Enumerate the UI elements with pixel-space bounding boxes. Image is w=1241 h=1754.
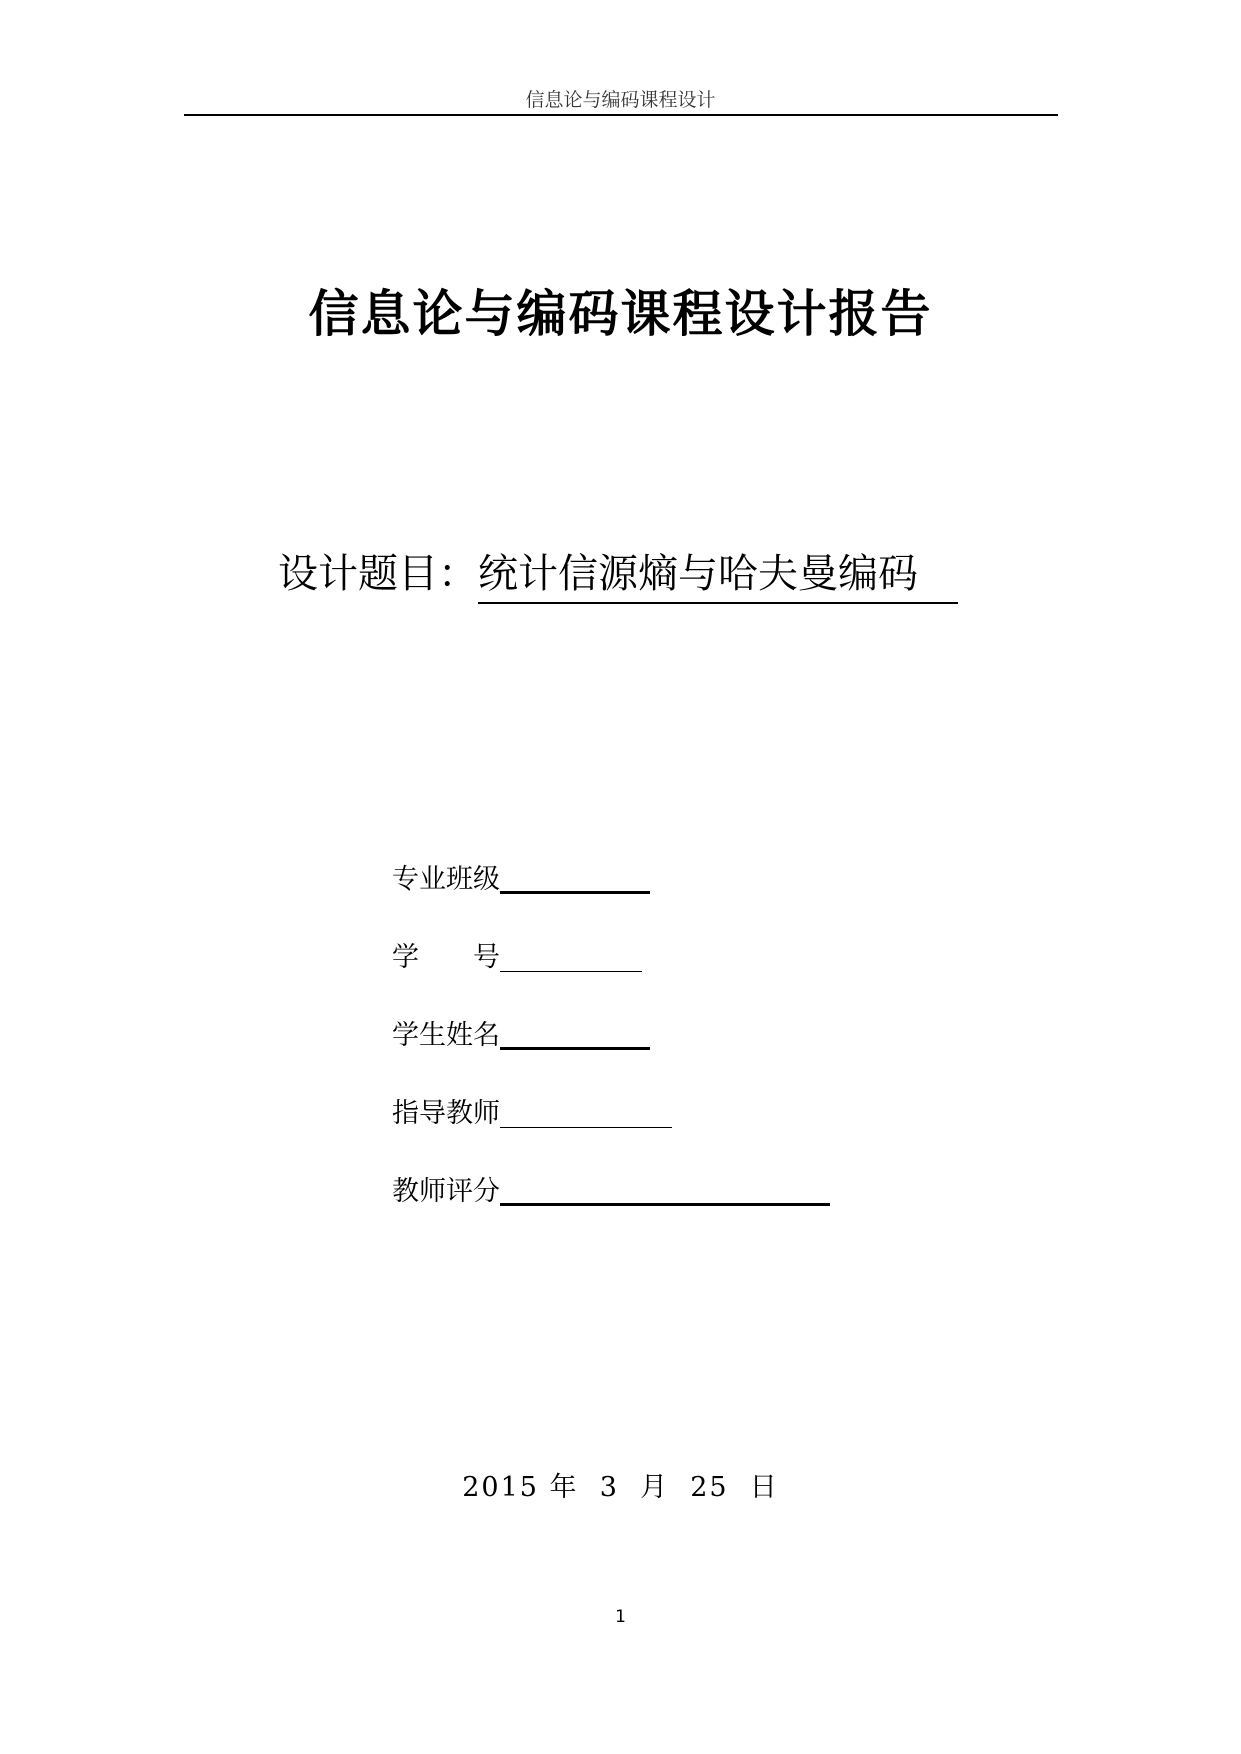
field-student-id — [392, 940, 642, 976]
field-teacher-score-label: 教师评分 — [392, 1176, 500, 1207]
field-major-class-label: 专业班级 — [392, 864, 500, 895]
header-rule — [184, 114, 1058, 116]
field-advisor-blank[interactable] — [500, 1127, 672, 1128]
field-teacher-score — [392, 1174, 830, 1210]
date-month-unit: 月 — [640, 1472, 670, 1503]
date-month: 3 — [599, 1472, 619, 1503]
field-advisor-label: 指导教师 — [392, 1098, 500, 1129]
design-topic-label: 设计题目： — [278, 551, 478, 597]
report-title: 信息论与编码课程设计报告 — [308, 285, 933, 343]
date-year-unit: 年 — [549, 1472, 579, 1503]
date-day-unit: 日 — [749, 1472, 779, 1503]
field-student-name-label: 学生姓名 — [392, 1020, 500, 1051]
field-student-name — [392, 1018, 650, 1054]
design-topic — [278, 548, 958, 604]
field-advisor — [392, 1096, 672, 1132]
page-number: 1 — [615, 1607, 626, 1627]
report-date — [0, 1470, 1241, 1506]
running-header: 信息论与编码课程设计 — [525, 89, 716, 111]
field-teacher-score-blank[interactable] — [500, 1203, 830, 1206]
field-student-id-label: 学 号 — [392, 942, 500, 973]
date-day: 25 — [690, 1472, 729, 1503]
field-major-class-blank[interactable] — [500, 891, 650, 894]
date-year: 2015 — [462, 1472, 539, 1503]
field-student-id-blank[interactable] — [500, 971, 642, 972]
design-topic-value: 统计信源熵与哈夫曼编码 — [478, 548, 958, 604]
field-student-name-blank[interactable] — [500, 1047, 650, 1050]
field-major-class — [392, 862, 650, 898]
